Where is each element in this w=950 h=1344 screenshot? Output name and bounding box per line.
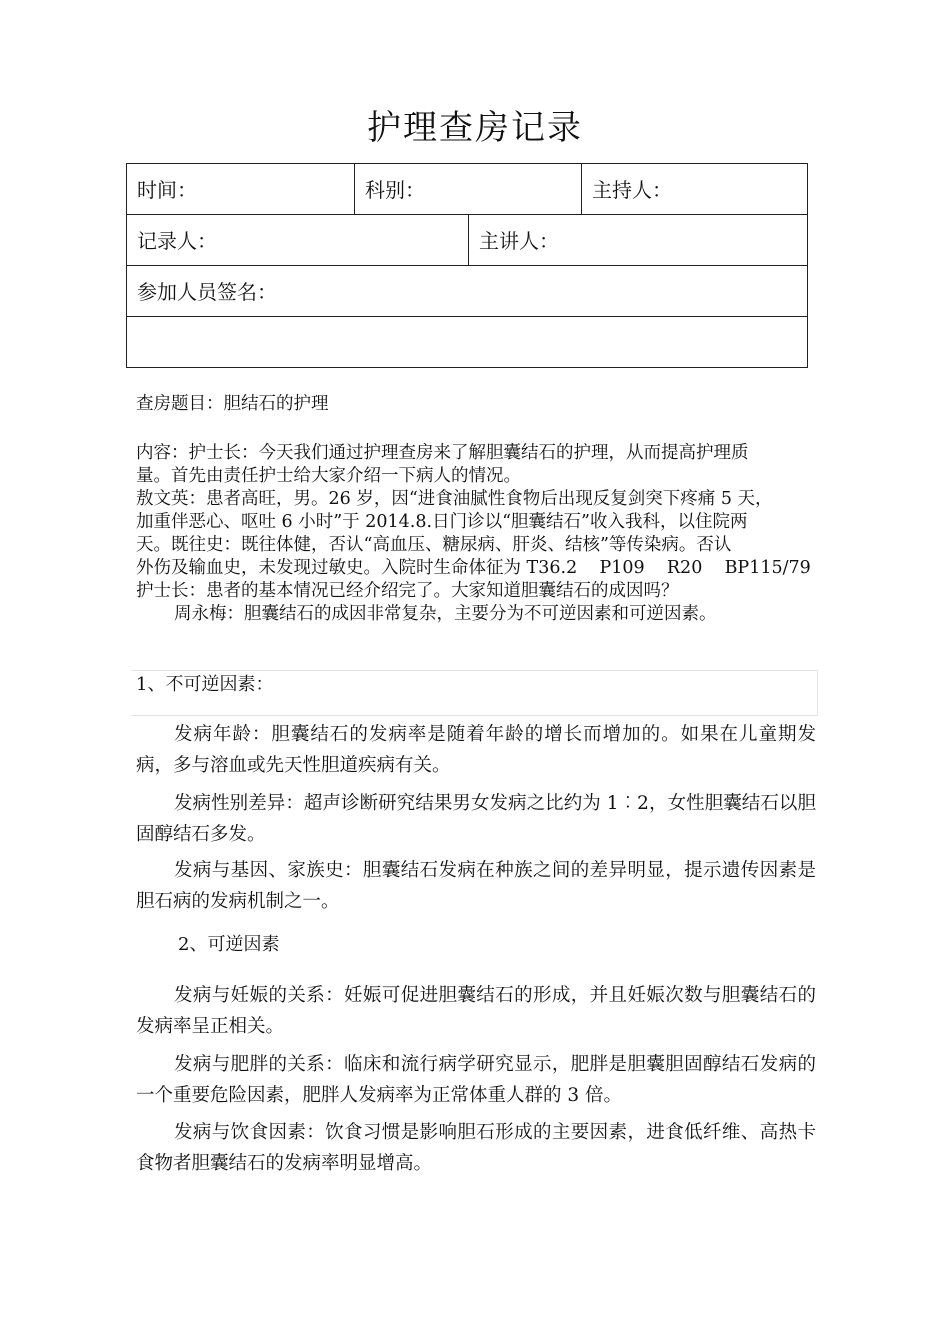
content-line: 护士长：患者的基本情况已经介绍完了。大家知道胆囊结石的成因吗？	[136, 581, 679, 601]
section2-paragraph: 发病与妊娠的关系：妊娠可促进胆囊结石的形成，并且妊娠次数与胆囊结石的发病率呈正相关。	[136, 985, 816, 1037]
signature-area	[127, 317, 807, 367]
topic-line: 查房题目：胆结石的护理	[136, 394, 329, 414]
content-line: 外伤及输血史，未发现过敏史。入院时生命体征为 T36.2 P109 R20 BP115/79	[136, 558, 811, 578]
content-line: 加重伴恶心、呕吐 6 小时”于 2014.8.日门诊以“胆囊结石”收入我科，以住院两	[136, 512, 748, 532]
page-title: 护理查房记录	[367, 108, 583, 148]
recorder-cell: 记录人：	[137, 229, 217, 253]
section1-paragraph: 发病年龄：胆囊结石的发病率是随着年龄的增长而增加的。如果在儿童期发病，多与溶血或先天性胆道疾病有关。	[136, 724, 816, 776]
table-row	[127, 164, 807, 215]
time-cell: 时间：	[137, 178, 197, 202]
dept-cell: 科别：	[354, 164, 581, 214]
table-row	[127, 215, 807, 266]
section2-paragraph: 发病与肥胖的关系：临床和流行病学研究显示，肥胖是胆囊胆固醇结石发病的一个重要危险因素，肥胖人发病率为正常体重人群的 3 倍。	[136, 1054, 816, 1106]
content-line: 敖文英：患者高旺，男。26 岁，因“进食油腻性食物后出现反复剑突下疼痛 5 天，	[136, 489, 773, 509]
content-line: 天。既往史：既往体健，否认“高血压、糖尿病、肝炎、结核”等传染病。否认	[136, 535, 732, 555]
section2-paragraph: 发病与饮食因素：饮食习惯是影响胆石形成的主要因素，进食低纤维、高热卡食物者胆囊结石的发病率明显增高。	[136, 1122, 816, 1174]
section2-title: 2、可逆因素	[178, 934, 280, 955]
content-line: 周永梅：胆囊结石的成因非常复杂，主要分为不可逆因素和可逆因素。	[174, 604, 717, 624]
section1-title: 1、不可逆因素：	[131, 670, 818, 716]
content-line: 内容：护士长：今天我们通过护理查房来了解胆囊结石的护理，从而提高护理质	[136, 443, 749, 463]
signature-row	[127, 317, 807, 367]
info-table	[126, 163, 808, 368]
host-cell: 主持人：	[581, 164, 807, 214]
section1-paragraph: 发病性别差异：超声诊断研究结果男女发病之比约为 1︰2，女性胆囊结石以胆固醇结石多发。	[136, 793, 816, 845]
participants-cell: 参加人员签名：	[137, 280, 277, 304]
content-block	[136, 442, 818, 626]
table-row	[127, 266, 807, 317]
speaker-cell: 主讲人：	[468, 215, 807, 265]
content-line: 量。首先由责任护士给大家介绍一下病人的情况。	[136, 466, 521, 486]
section1-paragraph: 发病与基因、家族史：胆囊结石发病在种族之间的差异明显，提示遗传因素是胆石病的发病机制之一。	[136, 860, 816, 912]
